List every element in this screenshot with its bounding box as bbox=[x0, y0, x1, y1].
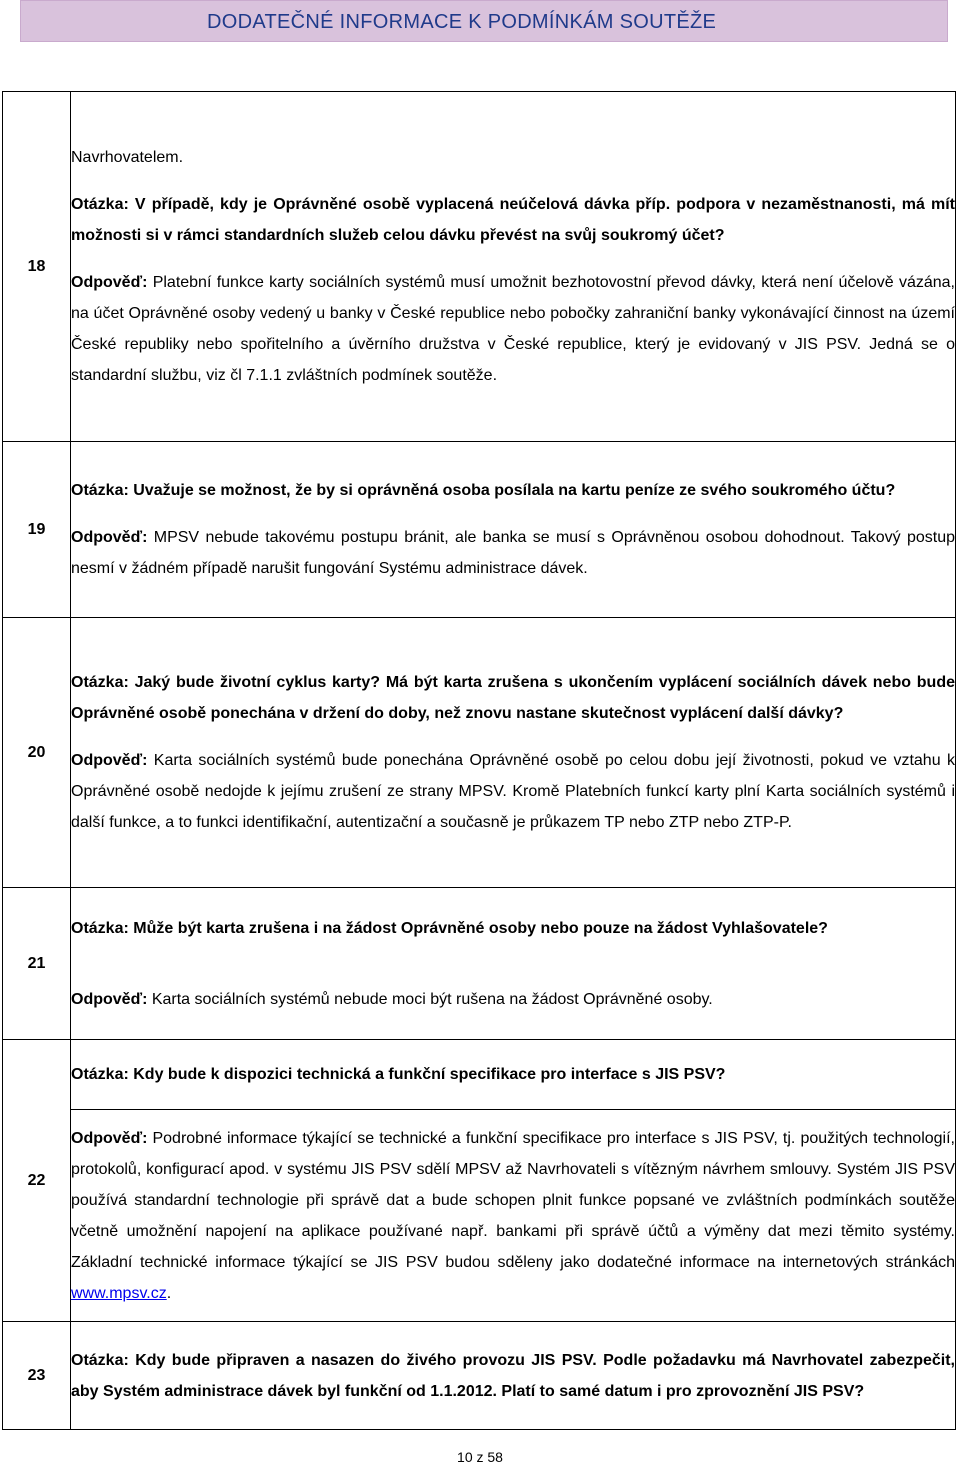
row-number: 18 bbox=[3, 92, 71, 442]
answer-text: Karta sociálních systémů nebude moci být rušena na žádost Oprávněné osoby. bbox=[147, 990, 713, 1008]
answer-text: MPSV nebude takovému postupu bránit, ale banka se musí s Oprávněnou osobou dohodnout. Takový postup nesmí v žádném případě narušit fungování Systému administrace dávek. bbox=[71, 529, 955, 577]
row-content bbox=[71, 1322, 956, 1430]
mpsv-link[interactable]: www.mpsv.cz bbox=[71, 1284, 167, 1302]
answer-paragraph bbox=[71, 745, 955, 838]
table-row bbox=[3, 442, 956, 618]
answer-paragraph bbox=[71, 1123, 955, 1309]
question-text: Otázka: Může být karta zrušena i na žádost Oprávněné osoby nebo pouze na žádost Vyhlašovatele? bbox=[71, 919, 828, 937]
answer-label: Odpověď: bbox=[71, 990, 148, 1008]
row-content bbox=[71, 618, 956, 888]
row-number: 19 bbox=[3, 442, 71, 618]
question-text: Otázka: Kdy bude k dispozici technická a funkční specifikace pro interface s JIS PSV? bbox=[71, 1066, 726, 1083]
answer-text: Platební funkce karty sociálních systémů musí umožnit bezhotovostní převod dávky, která není účelově vázána, na účet Oprávněné osoby vedený u banky v České republice nebo pobočky zahraniční banky vykonávající činnost na území České republiky nebo spořitelního a úvěrního družstva v České republice, který je evidovaný v JIS PSV. Jedná se o standardní službu, viz čl 7.1.1 zvláštních podmínek soutěže. bbox=[71, 274, 955, 384]
header-bar bbox=[20, 0, 948, 42]
table-row bbox=[3, 1040, 956, 1110]
answer-label: Odpověď: bbox=[71, 529, 148, 546]
answer-paragraph bbox=[71, 267, 955, 391]
page-title: DODATEČNÉ INFORMACE K PODMÍNKÁM SOUTĚŽE bbox=[207, 11, 717, 33]
question-text: Otázka: Uvažuje se možnost, že by si oprávněná osoba posílala na kartu peníze ze svého soukromého účtu? bbox=[71, 482, 896, 499]
row-content bbox=[71, 1110, 956, 1322]
answer-text: Podrobné informace týkající se technické a funkční specifikace pro interface s JIS PSV, tj. použitých technologií, protokolů, konfigurací apod. v systému JIS PSV sdělí MPSV až Navrhovateli s vítězným návrhem smlouvy. Systém JIS PSV používá standardní technologie při správě dat a bude schopen plnit funkce popsané ve zvláštních podmínkách soutěže včetně umožnění napojení na aplikace používané např. bankami při správě účtů a výměny dat mezi těmito systémy. Základní technické informace týkající se JIS PSV budou sděleny jako dodatečné informace na internetových stránkách bbox=[71, 1129, 955, 1271]
answer-label: Odpověď: bbox=[71, 274, 148, 291]
question-text: Otázka: V případě, kdy je Oprávněné osobě vyplacená neúčelová dávka příp. podpora v nezaměstnanosti, má mít možnosti si v rámci standardních služeb celou dávku převést na svůj soukromý účet? bbox=[71, 196, 955, 244]
answer-label: Odpověď: bbox=[71, 752, 148, 769]
row-content bbox=[71, 442, 956, 618]
row-content bbox=[71, 888, 956, 1040]
table-row bbox=[3, 618, 956, 888]
answer-tail: . bbox=[166, 1284, 172, 1302]
answer-text: Karta sociálních systémů bude ponechána Oprávněné osobě po celou dobu její životnosti, pokud ve vztahu k Oprávněné osobě nedojde k jejímu zrušení ze strany MPSV. Kromě Platebních funkcí karty plní Karta sociálních systémů i další funkce, a to funkci identifikační, autentizační a současně je průkazem TP nebo ZTP nebo ZTP-P. bbox=[71, 752, 955, 831]
row-number: 21 bbox=[3, 888, 71, 1040]
lead-text: Navrhovatelem. bbox=[71, 149, 184, 166]
qa-table bbox=[2, 91, 956, 1430]
page-number: 10 z 58 bbox=[457, 1449, 503, 1465]
row-number: 20 bbox=[3, 618, 71, 888]
table-row bbox=[3, 1110, 956, 1322]
answer-paragraph bbox=[71, 522, 955, 584]
row-content bbox=[71, 92, 956, 442]
answer-label: Odpověď: bbox=[71, 1129, 148, 1147]
row-content bbox=[71, 1040, 956, 1110]
row-number: 23 bbox=[3, 1322, 71, 1430]
table-row bbox=[3, 1322, 956, 1430]
table-row bbox=[3, 888, 956, 1040]
question-text: Otázka: Kdy bude připraven a nasazen do živého provozu JIS PSV. Podle požadavku má Navrhovatel zabezpečit, aby Systém administrace dávek byl funkční od 1.1.2012. Platí to samé datum i pro zprovoznění JIS PSV? bbox=[71, 1351, 955, 1400]
row-number: 22 bbox=[3, 1040, 71, 1322]
table-row bbox=[3, 92, 956, 442]
question-text: Otázka: Jaký bude životní cyklus karty? Má být karta zrušena s ukončením vyplácení sociálních dávek nebo bude Oprávněné osobě ponechána v držení do doby, než znovu nastane skutečnost vyplácení další dávky? bbox=[71, 674, 955, 722]
answer-paragraph bbox=[71, 984, 955, 1015]
